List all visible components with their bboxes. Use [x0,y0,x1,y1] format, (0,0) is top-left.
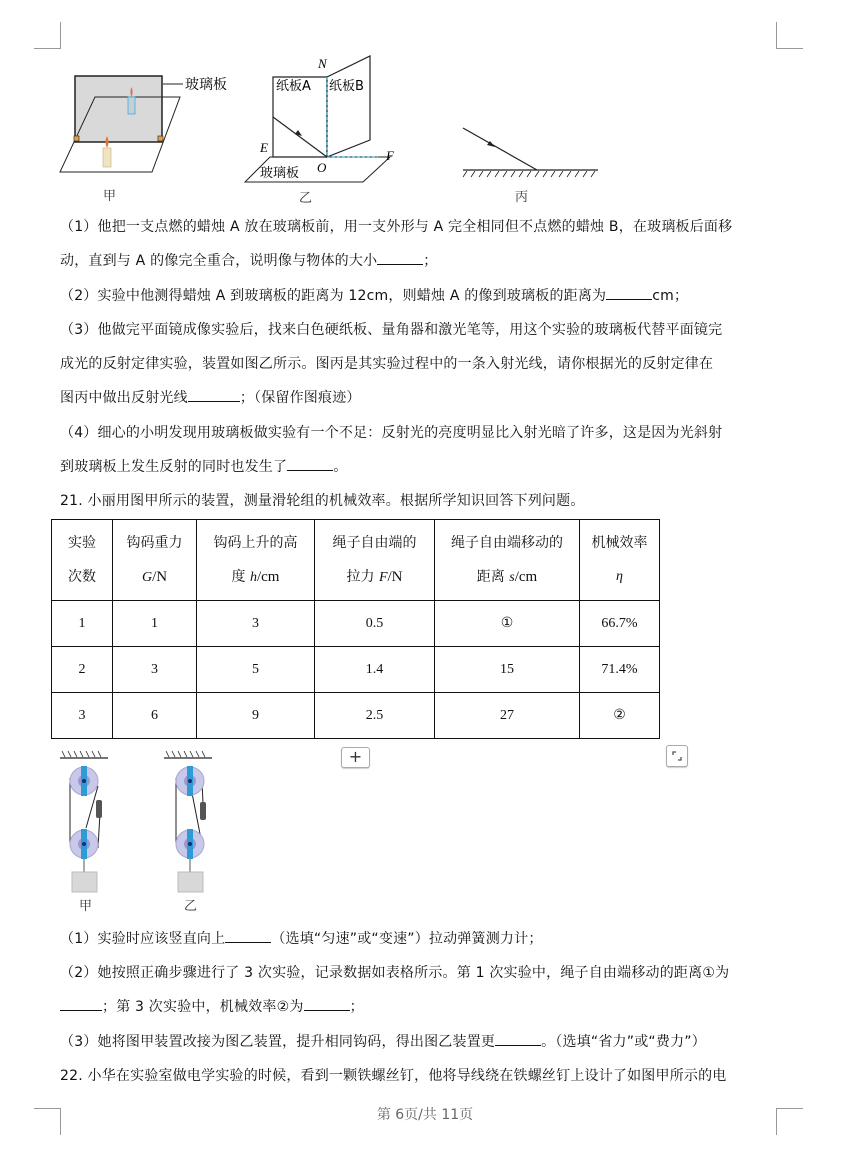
figure-label-jia: 甲 [79,899,93,913]
table-cell: ① [435,601,580,647]
q20-part1-line1: （1）他把一支点燃的蜡烛 A 放在玻璃板前，用一支外形与 A 完全相同但不点燃的蜡烛 B，在玻璃板后面移 [60,219,733,235]
table-cell: 71.4% [580,647,660,693]
table-resize-button[interactable] [666,745,688,767]
q21-part2-line2 [60,996,364,1016]
point-o-label: O [317,160,327,175]
answer-blank[interactable] [495,1031,541,1046]
answer-blank[interactable] [287,456,333,471]
point-e-label: E [260,140,268,155]
resize-corner-icon [667,746,687,766]
q21-part3-text: （3）她将图甲装置改接为图乙装置，提升相同钩码，得出图乙装置更 [60,1034,496,1050]
answer-blank[interactable] [606,285,652,300]
figure-label-yi: 乙 [299,191,313,205]
figure-label-bing: 丙 [515,190,529,205]
table-cell: 1.4 [315,647,435,693]
q20-part2 [60,285,688,305]
q21-part1-text: （1）实验时应该竖直向上 [60,931,226,947]
table-cell: 3 [52,693,113,739]
point-f-label: F [386,148,394,163]
add-table-row-button[interactable]: + [341,747,370,768]
table-cell: 2 [52,647,113,693]
table-row [52,693,660,739]
punctuation: ； [349,999,364,1015]
header-cell: 绳子自由端移动的 距离 s/cm [435,520,580,601]
answer-blank[interactable] [304,996,350,1011]
q20-part3-line1: （3）他做完平面镜成像实验后，找来白色硬纸板、量角器和激光笔等，用这个实验的玻璃板代替平面镜完 [60,322,723,338]
header-cell: 机械效率 η [580,520,660,601]
table-cell: 3 [197,601,315,647]
table-cell: ② [580,693,660,739]
q20-part3-text: 图丙中做出反射光线 [60,390,188,406]
note-text: ；（保留作图痕迹） [239,390,361,406]
table-header-row [52,520,660,601]
q20-part4-line2 [60,456,347,476]
table-cell: 1 [113,601,197,647]
q20-part1-text: 动，直到与 A 的像完全重合，说明像与物体的大小 [60,253,378,269]
table-cell: 66.7% [580,601,660,647]
q21-intro: 21. 小丽用图甲所示的装置，测量滑轮组的机械效率。根据所学知识回答下列问题。 [60,493,585,509]
unit-text: cm； [652,288,689,304]
answer-blank[interactable] [188,387,240,402]
table-cell: 3 [113,647,197,693]
q20-part4-line1: （4）细心的小明发现用玻璃板做实验有一个不足：反射光的亮度明显比入射光暗了许多，这是因为光斜射 [60,425,723,441]
answer-blank[interactable] [60,996,102,1011]
page-footer: 第 6页/共 11页 [376,1107,474,1123]
table-cell: 6 [113,693,197,739]
table-cell: 0.5 [315,601,435,647]
punctuation: ； [423,253,438,269]
header-cell: 绳子自由端的 拉力 F/N [315,520,435,601]
figure-pulley-yi [162,748,222,913]
q21-part1-choice: （选填“匀速”或“变速”）拉动弹簧测力计； [271,931,543,947]
board-a-label: 纸板A [276,79,311,94]
point-n-label: N [318,56,327,71]
table-cell: 9 [197,693,315,739]
q21-part3-choice: 。（选填“省力”或“费力”） [541,1034,706,1050]
q21-part3 [60,1031,706,1051]
efficiency-data-table [51,519,660,739]
figure-bing-incident-ray [455,120,605,205]
figure-jia-candle-mirror [55,70,245,205]
q20-part3-line3 [60,387,361,407]
page-corner-mark [34,22,61,49]
q20-part3-line2: 成光的反射定律实验，装置如图乙所示。图丙是其实验过程中的一条入射光线，请你根据光的反射定律在 [60,356,714,372]
answer-blank[interactable] [377,250,423,265]
table-row [52,647,660,693]
table-cell: 27 [435,693,580,739]
header-cell: 实验 次数 [52,520,113,601]
q21-part2-line1: （2）她按照正确步骤进行了 3 次实验，记录数据如表格所示。第 1 次实验中，绳子自由端移动的距离①为 [60,965,730,981]
header-cell: 钩码重力 G/N [113,520,197,601]
q21-part1 [60,928,543,948]
figure-pulley-jia [58,748,118,913]
table-row [52,601,660,647]
q21-part2-text: ；第 3 次实验中，机械效率②为 [102,999,304,1015]
answer-blank[interactable] [225,928,271,943]
figure-label-yi: 乙 [184,899,198,913]
header-cell: 钩码上升的高 度 h/cm [197,520,315,601]
table-cell: 15 [435,647,580,693]
q20-part2-text: （2）实验中他测得蜡烛 A 到玻璃板的距离为 12cm，则蜡烛 A 的像到玻璃板的距离为 [60,288,607,304]
q22-line1: 22. 小华在实验室做电学实验的时候，看到一颗铁螺丝钉，他将导线绕在铁螺丝钉上设计了如图甲所示的电 [60,1068,727,1084]
figure-yi-reflection-boards [240,50,420,205]
q20-part4-text: 到玻璃板上发生反射的同时也发生了 [60,459,288,475]
glass-label: 玻璃板 [260,166,300,181]
page-corner-mark [776,22,803,49]
table-cell: 5 [197,647,315,693]
table-cell: 1 [52,601,113,647]
board-b-label: 纸板B [329,79,364,94]
glass-label: 玻璃板 [185,77,227,93]
q20-part1-line2 [60,250,437,270]
table-cell: 2.5 [315,693,435,739]
punctuation: 。 [333,459,348,475]
figure-label-jia: 甲 [103,189,117,204]
